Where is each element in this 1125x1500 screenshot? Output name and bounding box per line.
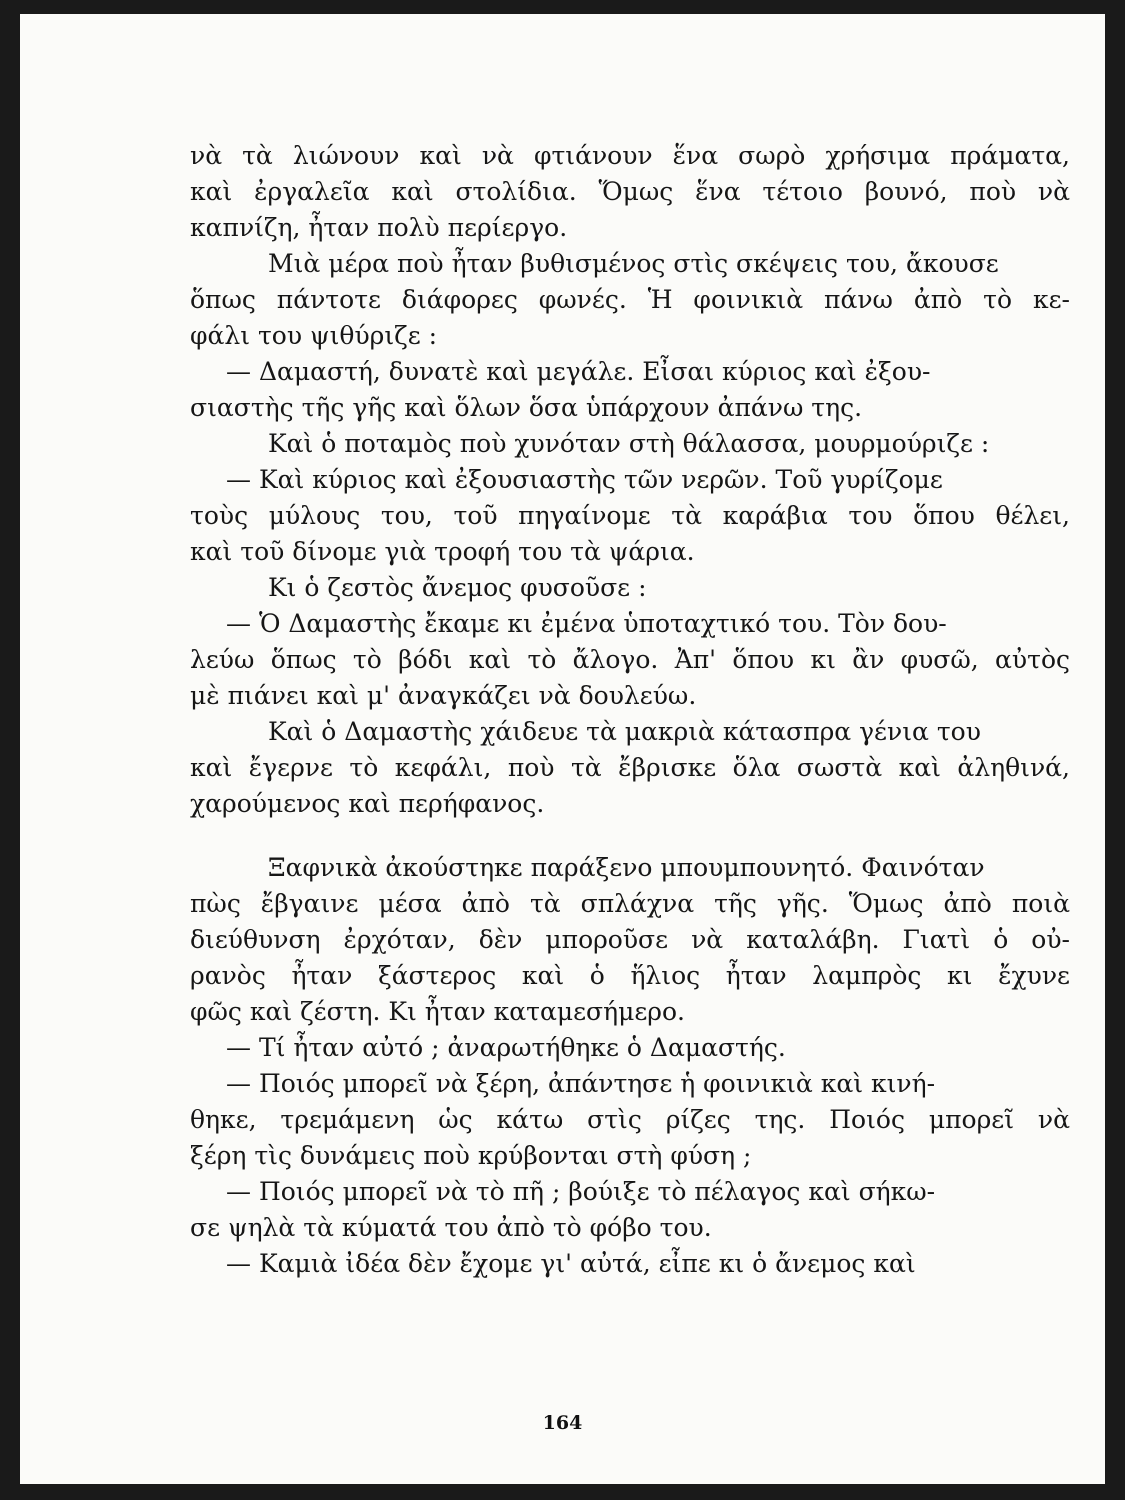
text-line: φάλι του ψιθύριζε : bbox=[190, 321, 438, 350]
body-text bbox=[190, 138, 1070, 1282]
text-line: χαρούμενος καὶ περήφανος. bbox=[190, 789, 545, 818]
text-line: Μιὰ μέρα ποὺ ἦταν βυθισμένος στὶς σκέψεις του, ἄκουσε bbox=[268, 249, 999, 278]
text-line: καπνίζη, ἦταν πολὺ περίεργο. bbox=[190, 213, 568, 242]
text-line: — Ὁ Δαμαστὴς ἔκαμε κι ἐμένα ὑποταχτικό του. Τὸν δου- bbox=[226, 609, 947, 638]
page-number: 164 bbox=[542, 1412, 583, 1434]
text-line: Ξαφνικὰ ἀκούστηκε παράξενο μπουμπουνητό. Φαινόταν bbox=[268, 853, 985, 882]
text-line: — Ποιός μπορεῖ νὰ τὸ πῆ ; βούιξε τὸ πέλαγος καὶ σήκω- bbox=[226, 1177, 936, 1206]
text-line: μὲ πιάνει καὶ μ' ἀναγκάζει νὰ δουλεύω. bbox=[190, 681, 697, 710]
text-line: καὶ τοῦ δίνομε γιὰ τροφή του τὰ ψάρια. bbox=[190, 537, 695, 566]
text-line: ξέρη τὶς δυνάμεις ποὺ κρύβονται στὴ φύση ; bbox=[190, 1141, 752, 1170]
text-line: τοὺς μύλους του, τοῦ πηγαίνομε τὰ καράβια του ὅπου θέλει, bbox=[190, 501, 1070, 530]
text-line: σιαστὴς τῆς γῆς καὶ ὅλων ὅσα ὑπάρχουν ἀπάνω της. bbox=[190, 393, 863, 422]
text-line: καὶ ἔγερνε τὸ κεφάλι, ποὺ τὰ ἔβρισκε ὅλα σωστὰ καὶ ἀληθινά, bbox=[190, 753, 1070, 782]
text-line: νὰ τὰ λιώνουν καὶ νὰ φτιάνουν ἕνα σωρὸ χρήσιμα πράματα, bbox=[190, 141, 1070, 170]
text-line: λεύω ὅπως τὸ βόδι καὶ τὸ ἄλογο. Ἀπ' ὅπου κι ἂν φυσῶ, αὐτὸς bbox=[190, 645, 1070, 674]
text-line: Καὶ ὁ ποταμὸς ποὺ χυνόταν στὴ θάλασσα, μουρμούριζε : bbox=[268, 429, 990, 458]
text-line: — Τί ἦταν αὐτό ; ἀναρωτήθηκε ὁ Δαμαστής. bbox=[226, 1033, 786, 1062]
text-line: καὶ ἐργαλεῖα καὶ στολίδια. Ὅμως ἕνα τέτοιο βουνό, ποὺ νὰ bbox=[190, 177, 1070, 206]
text-line: θηκε, τρεμάμενη ὡς κάτω στὶς ρίζες της. Ποιός μπορεῖ νὰ bbox=[190, 1105, 1070, 1134]
text-line: — Καμιὰ ἰδέα δὲν ἔχομε γι' αὐτά, εἶπε κι ὁ ἄνεμος καὶ bbox=[226, 1249, 916, 1278]
text-line: — Καὶ κύριος καὶ ἐξουσιαστὴς τῶν νερῶν. Τοῦ γυρίζομε bbox=[226, 465, 943, 494]
text-line: ὅπως πάντοτε διάφορες φωνές. Ἡ φοινικιὰ πάνω ἀπὸ τὸ κε- bbox=[190, 285, 1070, 314]
text-line: Καὶ ὁ Δαμαστὴς χάιδευε τὰ μακριὰ κάτασπρα γένια του bbox=[268, 717, 981, 746]
text-line: φῶς καὶ ζέστη. Κι ἦταν καταμεσήμερο. bbox=[190, 997, 685, 1026]
text-line: Κι ὁ ζεστὸς ἄνεμος φυσοῦσε : bbox=[268, 573, 647, 602]
text-line: σε ψηλὰ τὰ κύματά του ἀπὸ τὸ φόβο του. bbox=[190, 1213, 712, 1242]
text-line: ρανὸς ἦταν ξάστερος καὶ ὁ ἥλιος ἦταν λαμπρὸς κι ἔχυνε bbox=[190, 961, 1070, 990]
text-line: διεύθυνση ἐρχόταν, δὲν μποροῦσε νὰ καταλάβη. Γιατὶ ὁ οὐ- bbox=[190, 925, 1070, 954]
text-line: πὼς ἔβγαινε μέσα ἀπὸ τὰ σπλάχνα τῆς γῆς. Ὅμως ἀπὸ ποιὰ bbox=[190, 889, 1070, 918]
text-line: — Ποιός μπορεῖ νὰ ξέρη, ἀπάντησε ἡ φοινικιὰ καὶ κινή- bbox=[226, 1069, 936, 1098]
paragraph-gap bbox=[190, 822, 1070, 850]
text-line: — Δαμαστή, δυνατὲ καὶ μεγάλε. Εἶσαι κύριος καὶ ἐξου- bbox=[226, 357, 931, 386]
